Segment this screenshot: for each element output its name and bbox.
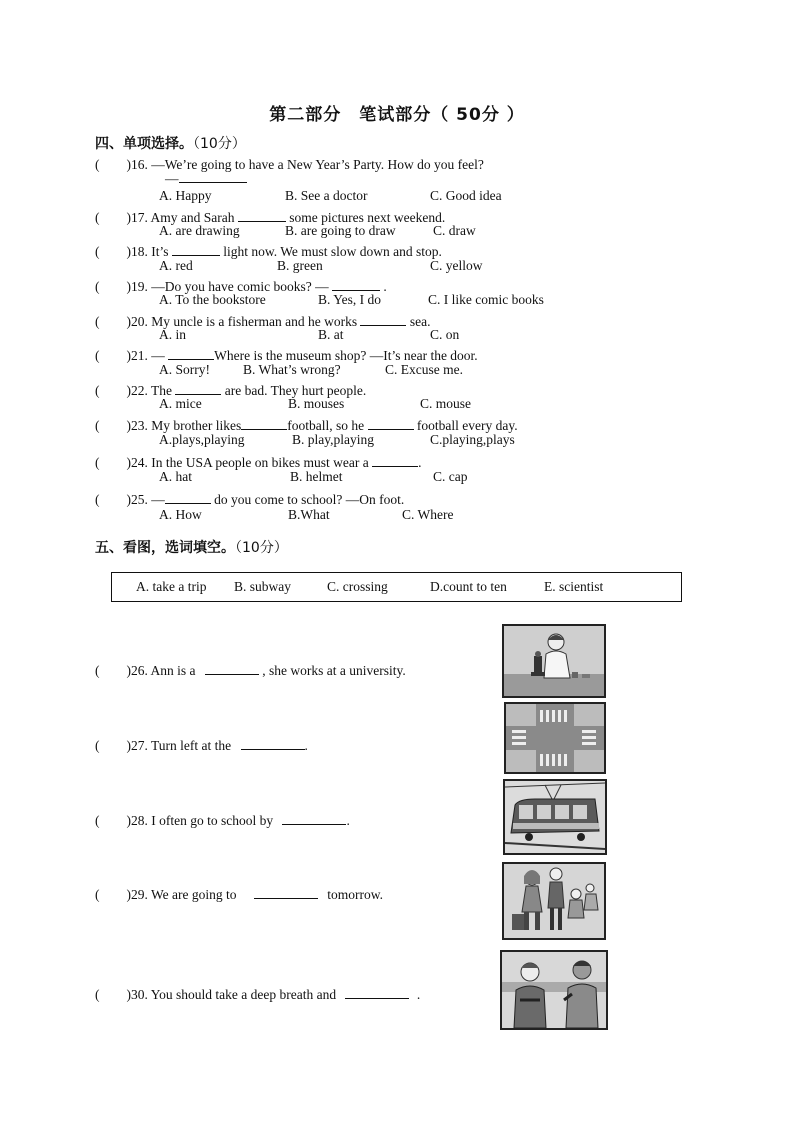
question-number: ( )21. xyxy=(95,348,148,363)
q24-option-c: C. cap xyxy=(433,469,468,484)
answer-blank[interactable] xyxy=(360,313,406,326)
question-number: ( )30. xyxy=(95,987,148,1002)
q19-option-c: C. I like comic books xyxy=(428,292,544,307)
question-16 xyxy=(95,153,484,173)
question-stem: — xyxy=(151,348,165,363)
question-16-answer-line xyxy=(165,170,247,187)
section-5-heading xyxy=(95,537,288,557)
answer-blank[interactable] xyxy=(372,454,418,467)
q21-option-c: C. Excuse me. xyxy=(385,362,463,377)
word-bank-item: B. subway xyxy=(234,579,291,594)
question-text-end: . xyxy=(416,987,421,1002)
answer-blank[interactable] xyxy=(254,886,318,899)
question-stem-rest: light now. We must slow down and stop. xyxy=(223,244,442,259)
question-24: ( )24. In the USA people on bikes must wear a . xyxy=(95,455,422,470)
q18-option-a: A. red xyxy=(159,258,193,273)
q21-option-a: A. Sorry! xyxy=(159,362,210,377)
answer-blank[interactable] xyxy=(168,347,214,360)
section-5-points: （10分） xyxy=(235,540,288,556)
answer-blank[interactable] xyxy=(241,737,305,750)
question-stem-mid: football, so he xyxy=(287,418,365,433)
question-number: ( )22. xyxy=(95,383,148,398)
question-26 xyxy=(95,659,406,679)
q21-option-b: B. What’s wrong? xyxy=(243,362,341,377)
question-text: We are going to xyxy=(151,887,237,902)
question-number: ( )23. xyxy=(95,418,148,433)
question-21 xyxy=(95,344,478,364)
question-number: ( )26. xyxy=(95,663,148,678)
answer-blank[interactable] xyxy=(179,170,247,183)
question-stem: My uncle is a fisherman and he works xyxy=(151,314,358,329)
q24-option-b: B. helmet xyxy=(290,469,343,484)
crossing-picture xyxy=(504,702,606,774)
answer-blank[interactable] xyxy=(172,243,220,256)
question-20 xyxy=(95,310,430,330)
answer-blank[interactable] xyxy=(345,986,409,999)
question-text: I often go to school by xyxy=(151,813,274,828)
q20-option-b: B. at xyxy=(318,327,344,342)
question-29 xyxy=(95,883,383,903)
q18-option-c: C. yellow xyxy=(430,258,483,273)
question-number: ( )24. xyxy=(95,455,148,470)
question-number: ( )19. xyxy=(95,279,148,294)
question-stem-rest: some pictures next weekend. xyxy=(289,210,446,225)
question-stem-rest: Where is the museum shop? —It’s near the door. xyxy=(214,348,478,363)
q20-option-a: A. in xyxy=(159,327,186,342)
q25-option-b: B.What xyxy=(288,507,330,522)
question-19: ( )19. —Do you have comic books? — . xyxy=(95,279,387,294)
question-stem: The xyxy=(151,383,173,398)
section-4-heading xyxy=(95,133,246,153)
q25-option-c: C. Where xyxy=(402,507,454,522)
word-bank-item: D.count to ten xyxy=(430,579,507,594)
question-number: ( )27. xyxy=(95,738,148,753)
question-25 xyxy=(95,488,404,508)
question-stem: Amy and Sarah xyxy=(150,210,235,225)
question-stem-rest: are bad. They hurt people. xyxy=(224,383,367,398)
question-number: ( )20. xyxy=(95,314,148,329)
q17-option-c: C. draw xyxy=(433,223,476,238)
two-boys-picture xyxy=(500,950,608,1030)
family-trip-picture xyxy=(502,862,606,940)
section-4-points: （10分） xyxy=(193,136,246,152)
answer-blank[interactable] xyxy=(282,812,346,825)
scientist-picture xyxy=(502,624,606,698)
q22-option-a: A. mice xyxy=(159,396,202,411)
question-stem: My brother likes xyxy=(151,418,242,433)
question-stem: —We’re going to have a New Year’s Party. How do you feel? xyxy=(151,157,484,172)
question-stem: —Do you have comic books? — xyxy=(151,279,329,294)
question-stem: — xyxy=(151,492,165,507)
question-stem-rest: do you come to school? —On foot. xyxy=(214,492,405,507)
q22-option-b: B. mouses xyxy=(288,396,345,411)
q19-option-a: A. To the bookstore xyxy=(159,292,266,307)
word-bank-item: C. crossing xyxy=(327,579,388,594)
section-4-title: 四、单项选择。 xyxy=(95,136,193,152)
question-text: Turn left at the xyxy=(151,738,232,753)
question-text: Ann is a xyxy=(150,663,196,678)
q25-option-a: A. How xyxy=(159,507,202,522)
q20-option-c: C. on xyxy=(430,327,460,342)
question-23 xyxy=(95,414,518,434)
answer-blank[interactable] xyxy=(238,209,286,222)
question-number: ( )25. xyxy=(95,492,148,507)
q16-option-b: B. See a doctor xyxy=(285,188,368,203)
tram-picture xyxy=(503,779,607,855)
word-bank-box xyxy=(111,572,682,602)
q17-option-a: A. are drawing xyxy=(159,223,240,238)
q17-option-b: B. are going to draw xyxy=(285,223,396,238)
q23-option-b: B. play,playing xyxy=(292,432,374,447)
question-number: ( )17. xyxy=(95,210,148,225)
question-text-end: , she works at a university. xyxy=(262,663,406,678)
q16-option-a: A. Happy xyxy=(159,188,212,203)
word-bank-item: E. scientist xyxy=(544,579,604,594)
word-bank-item: A. take a trip xyxy=(136,579,207,594)
q22-option-c: C. mouse xyxy=(420,396,472,411)
q23-option-a: A.plays,playing xyxy=(159,432,245,447)
answer-blank-1[interactable] xyxy=(241,417,287,430)
question-text-end: . xyxy=(346,813,350,828)
question-28 xyxy=(95,809,350,829)
page-title: 第二部分 笔试部分（ 50分 ） xyxy=(269,105,525,125)
section-5-title: 五、看图，选词填空。 xyxy=(95,540,235,556)
answer-blank[interactable] xyxy=(205,662,259,675)
question-stem-rest: sea. xyxy=(409,314,431,329)
answer-blank-2[interactable] xyxy=(368,417,414,430)
question-number: ( )18. xyxy=(95,244,148,259)
question-stem-rest: football every day. xyxy=(416,418,518,433)
question-number: ( )28. xyxy=(95,813,148,828)
question-text-end: . xyxy=(304,738,308,753)
q23-option-c: C.playing,plays xyxy=(430,432,515,447)
q18-option-b: B. green xyxy=(277,258,323,273)
question-number: ( )29. xyxy=(95,887,148,902)
answer-blank[interactable] xyxy=(175,382,221,395)
question-27 xyxy=(95,734,308,754)
answer-blank[interactable] xyxy=(332,278,380,291)
q16-option-c: C. Good idea xyxy=(430,188,502,203)
q24-option-a: A. hat xyxy=(159,469,192,484)
answer-blank[interactable] xyxy=(165,491,211,504)
question-30 xyxy=(95,983,420,1003)
question-number: ( )16. xyxy=(95,157,148,172)
question-stem: It’s xyxy=(151,244,169,259)
question-text: You should take a deep breath and xyxy=(150,987,337,1002)
question-text-end: tomorrow. xyxy=(327,887,384,902)
question-stem: In the USA people on bikes must wear a xyxy=(151,455,369,470)
question-18 xyxy=(95,240,442,260)
q19-option-b: B. Yes, I do xyxy=(318,292,382,307)
dash: — xyxy=(165,171,179,186)
